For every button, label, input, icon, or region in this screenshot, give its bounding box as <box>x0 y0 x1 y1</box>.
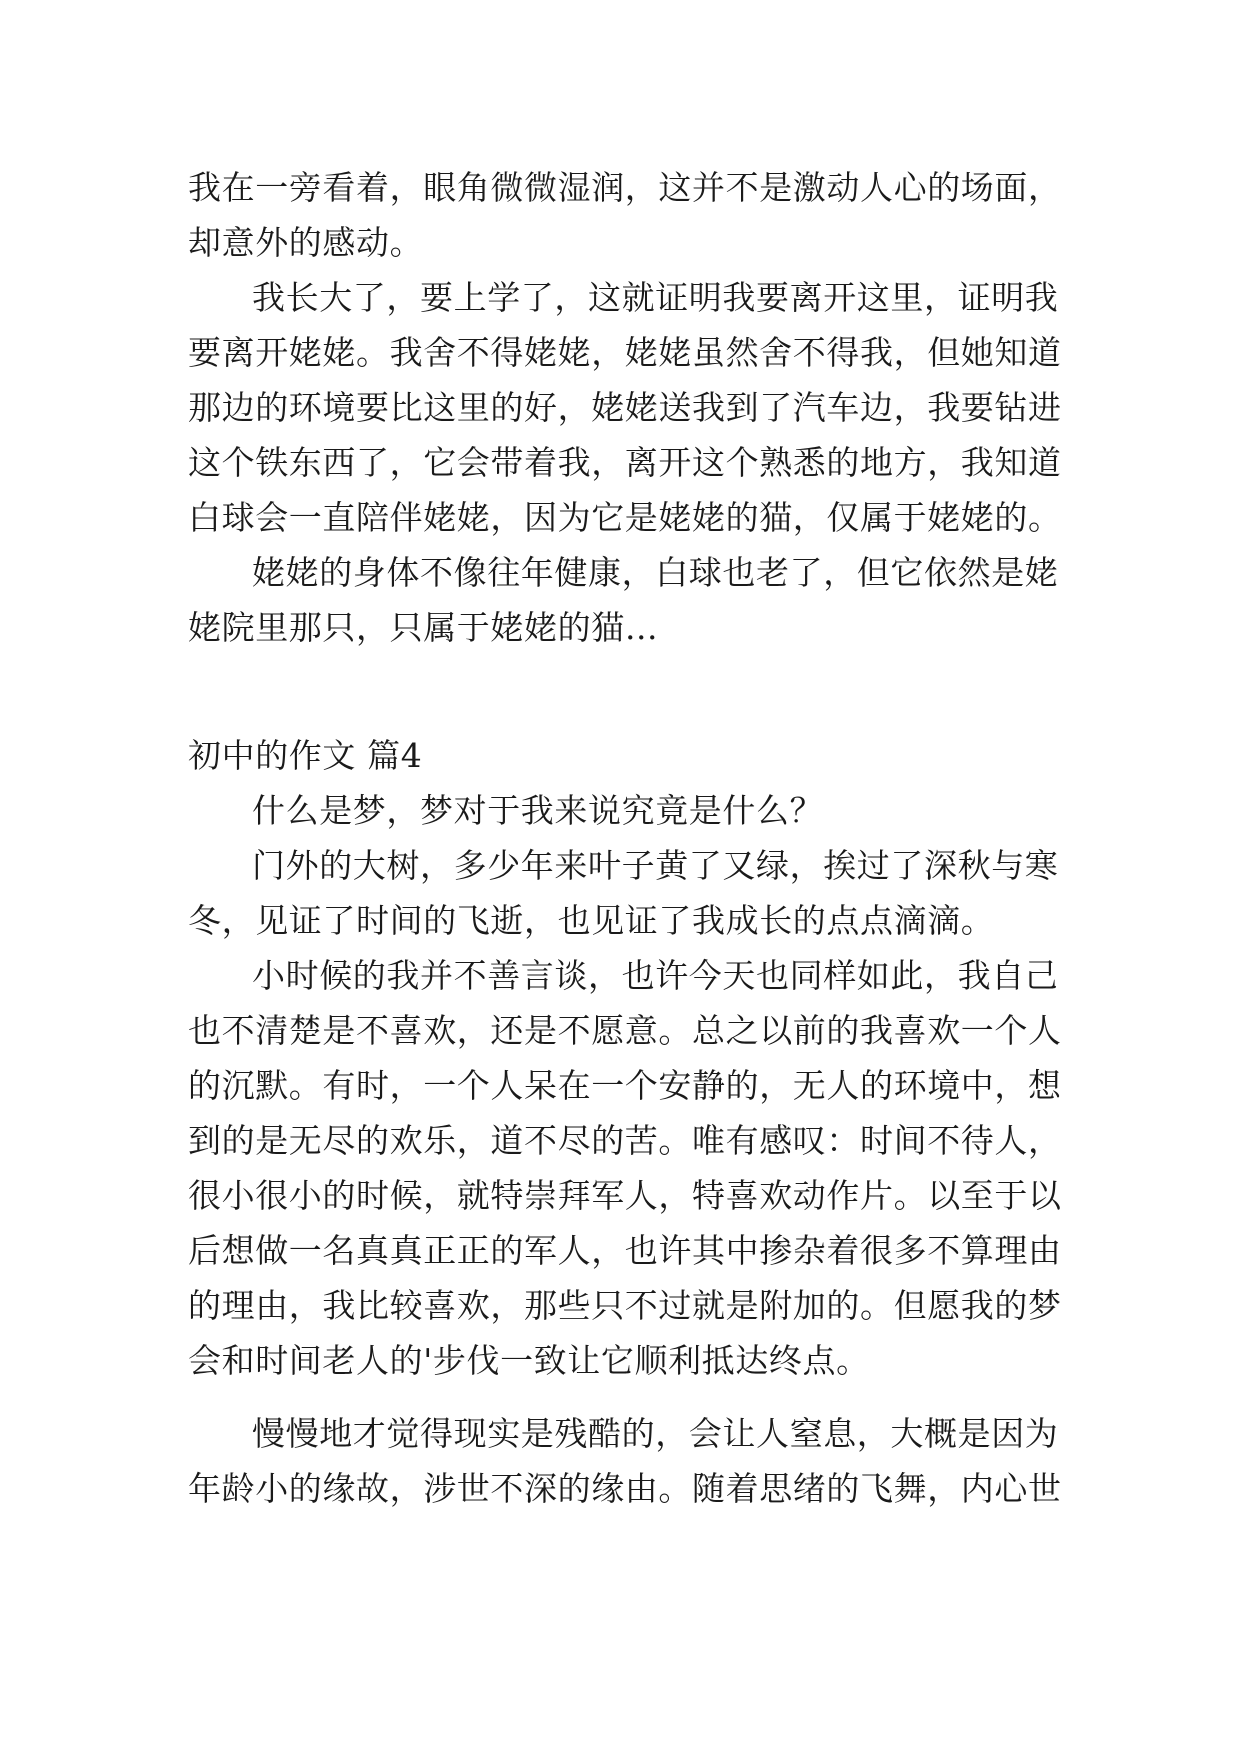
text-line: 后想做一名真真正正的军人，也许其中掺杂着很多不算理由 <box>188 1231 1062 1270</box>
paragraph-start-line: 什么是梦，梦对于我来说究竟是什么？ <box>252 791 824 830</box>
text-line: 我在一旁看着，眼角微微湿润，这并不是激动人心的场面， <box>188 168 1062 207</box>
paragraph-start-line: 门外的大树，多少年来叶子黄了又绿，挨过了深秋与寒 <box>252 846 1059 885</box>
paragraph-start-line: 小时候的我并不善言谈，也许今天也同样如此，我自己 <box>252 956 1059 995</box>
text-line: 冬，见证了时间的飞逝，也见证了我成长的点点滴滴。 <box>188 901 995 940</box>
text-line: 很小很小的时候，就特崇拜军人，特喜欢动作片。以至于以 <box>188 1176 1062 1215</box>
paragraph-start-line: 我长大了，要上学了，这就证明我要离开这里，证明我 <box>252 278 1059 317</box>
text-line: 却意外的感动。 <box>188 223 424 262</box>
text-line: 会和时间老人的'步伐一致让它顺利抵达终点。 <box>188 1341 870 1380</box>
text-line: 也不清楚是不喜欢，还是不愿意。总之以前的我喜欢一个人 <box>188 1011 1062 1050</box>
text-line: 到的是无尽的欢乐，道不尽的苦。唯有感叹：时间不待人， <box>188 1121 1062 1160</box>
text-line: 白球会一直陪伴姥姥，因为它是姥姥的猫，仅属于姥姥的。 <box>188 498 1062 537</box>
text-line: 的沉默。有时，一个人呆在一个安静的，无人的环境中，想 <box>188 1066 1062 1105</box>
text-line: 的理由，我比较喜欢，那些只不过就是附加的。但愿我的梦 <box>188 1286 1062 1325</box>
paragraph-start-line: 慢慢地才觉得现实是残酷的，会让人窒息，大概是因为 <box>252 1414 1059 1453</box>
text-line: 那边的环境要比这里的好，姥姥送我到了汽车边，我要钻进 <box>188 388 1062 427</box>
text-line: 要离开姥姥。我舍不得姥姥，姥姥虽然舍不得我，但她知道 <box>188 333 1062 372</box>
text-line: 年龄小的缘故，涉世不深的缘由。随着思绪的飞舞，内心世 <box>188 1469 1062 1508</box>
section-heading: 初中的作文 篇4 <box>188 736 423 775</box>
text-line: 这个铁东西了，它会带着我，离开这个熟悉的地方，我知道 <box>188 443 1062 482</box>
text-line: 姥院里那只，只属于姥姥的猫… <box>188 608 659 647</box>
paragraph-start-line: 姥姥的身体不像往年健康，白球也老了，但它依然是姥 <box>252 553 1059 592</box>
